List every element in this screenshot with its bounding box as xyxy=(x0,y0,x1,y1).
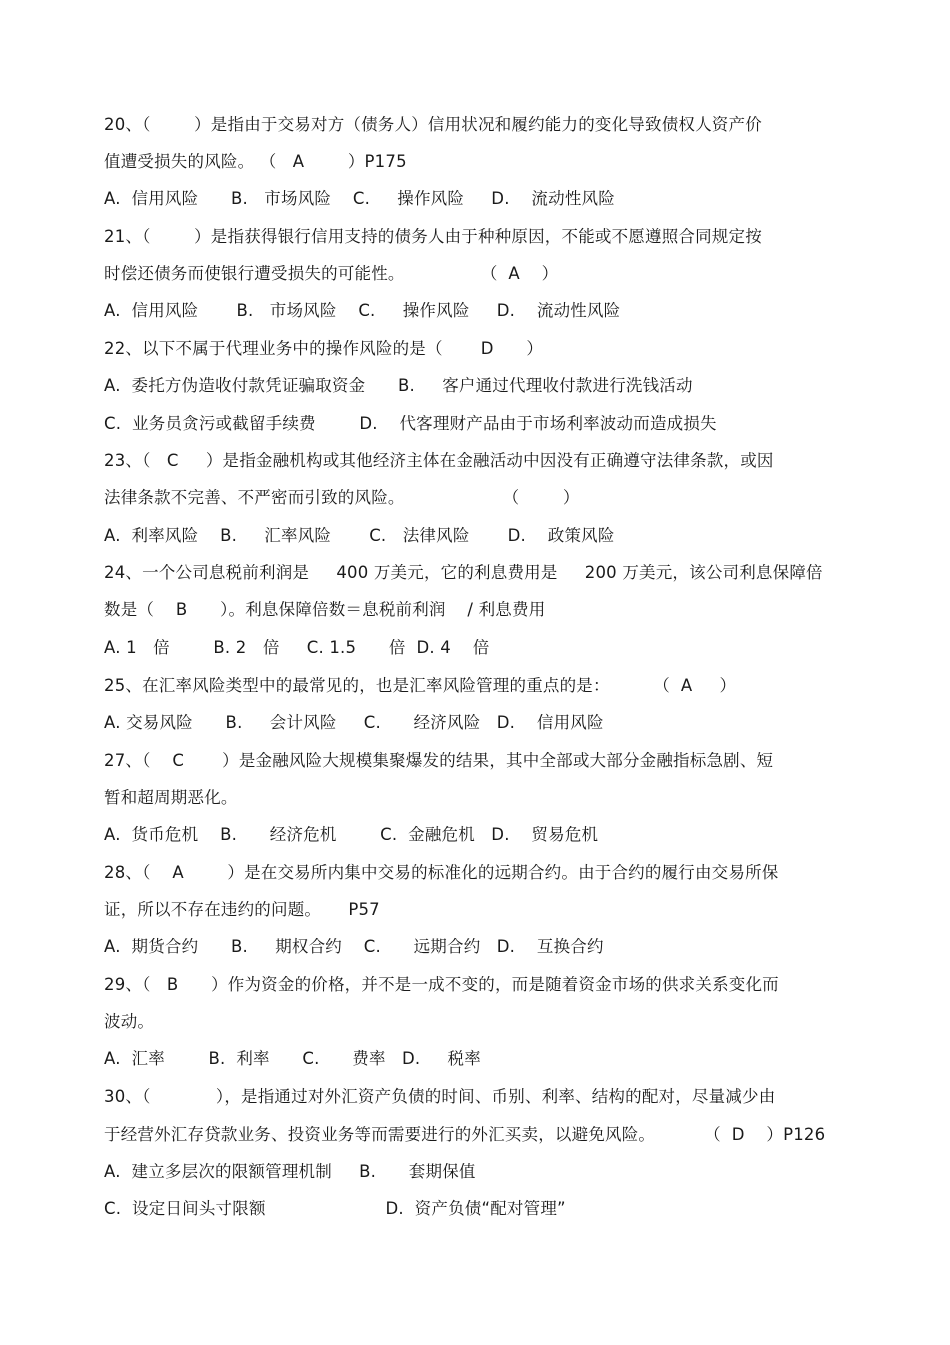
question-24-line-2: 数是（ B ）。利息保障倍数＝息税前利润 / 利息费用 xyxy=(104,600,546,619)
question-27-line-1: 27、（ C ）是金融风险大规模集聚爆发的结果，其中全部或大部分金融指标急剧、短 xyxy=(104,751,774,770)
question-30-options-ab: A. 建立多层次的限额管理机制 B. 套期保值 xyxy=(104,1162,476,1181)
question-28-line-1: 28、（ A ）是在交易所内集中交易的标准化的远期合约。由于合约的履行由交易所保 xyxy=(104,863,779,882)
question-22-options-ab: A. 委托方伪造收付款凭证骗取资金 B. 客户通过代理收付款进行洗钱活动 xyxy=(104,376,693,395)
question-22-options-cd: C. 业务员贪污或截留手续费 D. 代客理财产品由于市场利率波动而造成损失 xyxy=(104,414,717,433)
question-25-options: A. 交易风险 B. 会计风险 C. 经济风险 D. 信用风险 xyxy=(104,713,604,732)
question-22-line-1: 22、以下不属于代理业务中的操作风险的是（ D ） xyxy=(104,339,544,358)
question-23-line-2: 法律条款不完善、不严密而引致的风险。 （ ） xyxy=(104,488,580,507)
question-27-options: A. 货币危机 B. 经济危机 C. 金融危机 D. 贸易危机 xyxy=(104,825,599,844)
question-20-line-2: 值遭受损失的风险。 （ A ）P175 xyxy=(104,152,407,171)
question-23-line-1: 23、（ C ）是指金融机构或其他经济主体在金融活动中因没有正确遵守法律条款，或因 xyxy=(104,451,774,470)
question-29-options: A. 汇率 B. 利率 C. 费率 D. 税率 xyxy=(104,1049,481,1068)
question-24-options: A. 1 倍 B. 2 倍 C. 1.5 倍 D. 4 倍 xyxy=(104,638,490,657)
question-20-line-1: 20、（ ）是指由于交易对方（债务人）信用状况和履约能力的变化导致债权人资产价 xyxy=(104,115,762,134)
question-28-options: A. 期货合约 B. 期权合约 C. 远期合约 D. 互换合约 xyxy=(104,937,604,956)
question-24-line-1: 24、一个公司息税前利润是 400 万美元，它的利息费用是 200 万美元，该公司利息保障倍 xyxy=(104,563,823,582)
question-21-line-2: 时偿还债务而使银行遭受损失的可能性。 （ A ） xyxy=(104,264,559,283)
question-30-line-1: 30、（ ），是指通过对外汇资产负债的时间、币别、利率、结构的配对，尽量减少由 xyxy=(104,1087,776,1106)
question-29-line-1: 29、（ B ）作为资金的价格，并不是一成不变的，而是随着资金市场的供求关系变化而 xyxy=(104,975,779,994)
question-28-line-2: 证，所以不存在违约的问题。 P57 xyxy=(104,900,380,919)
question-21-options: A. 信用风险 B. 市场风险 C. 操作风险 D. 流动性风险 xyxy=(104,301,621,320)
question-29-line-2: 波动。 xyxy=(104,1012,155,1031)
question-27-line-2: 暂和超周期恶化。 xyxy=(104,788,238,807)
question-20-options: A. 信用风险 B. 市场风险 C. 操作风险 D. 流动性风险 xyxy=(104,189,615,208)
question-23-options: A. 利率风险 B. 汇率风险 C. 法律风险 D. 政策风险 xyxy=(104,526,615,545)
question-25-line-1: 25、在汇率风险类型中的最常见的，也是汇率风险管理的重点的是： （ A ） xyxy=(104,676,737,695)
question-30-options-cd: C. 设定日间头寸限额 D. 资产负债“配对管理” xyxy=(104,1199,566,1218)
question-21-line-1: 21、（ ）是指获得银行信用支持的债务人由于种种原因，不能或不愿遵照合同规定按 xyxy=(104,227,762,246)
question-30-line-2: 于经营外汇存贷款业务、投资业务等而需要进行的外汇买卖，以避免风险。 （ D ）P126 xyxy=(104,1125,826,1144)
